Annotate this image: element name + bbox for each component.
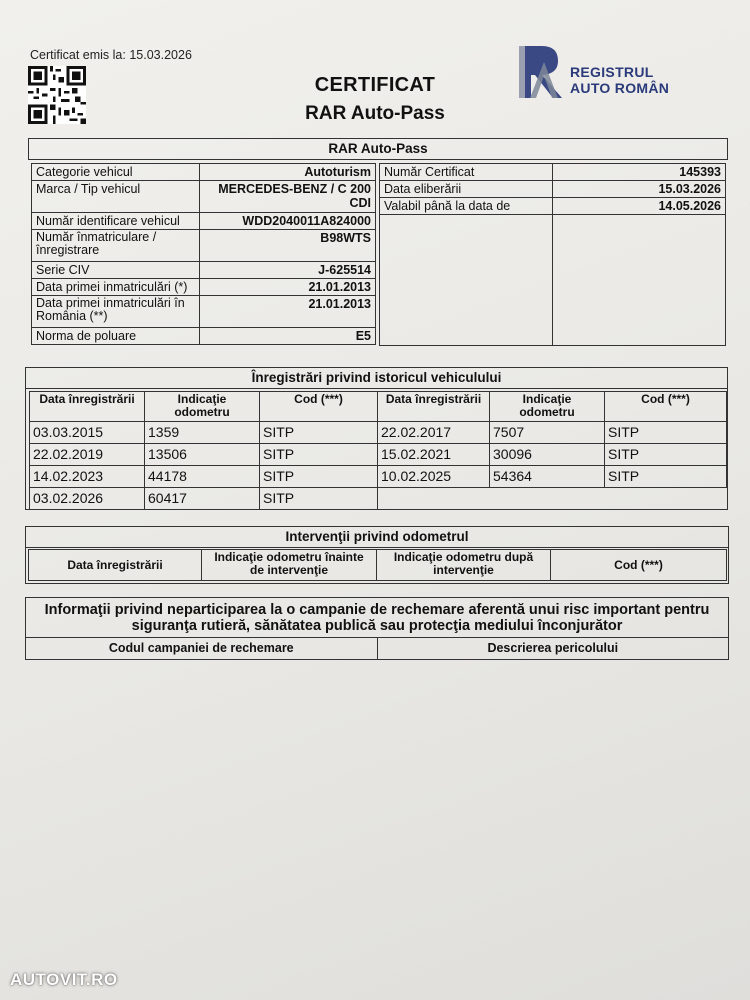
rar-logo-line1: REGISTRUL: [570, 64, 654, 80]
interventions-header: Indicaţie odometru înainte de intervenţie: [202, 550, 377, 581]
certificate-label: Valabil până la data de: [380, 198, 553, 215]
history-row: [30, 422, 727, 444]
history-header: Data înregistrării: [30, 392, 145, 422]
certificate-row: [380, 198, 726, 215]
history-cell: 03.03.2015: [30, 422, 145, 444]
history-cell: 54364: [490, 466, 605, 488]
document-title: CERTIFICAT: [314, 74, 436, 96]
rar-autopass-section-bar: RAR Auto-Pass: [28, 138, 728, 160]
vehicle-details-table: [31, 163, 376, 345]
history-cell: 15.02.2021: [378, 444, 490, 466]
history-cell-empty: [605, 488, 727, 510]
history-cell: 44178: [145, 466, 260, 488]
recall-header-row: [26, 637, 728, 660]
history-cell: 22.02.2019: [30, 444, 145, 466]
history-header: Indicaţie odometru: [145, 392, 260, 422]
rar-logo-line2: AUTO ROMÂN: [570, 80, 670, 96]
history-cell: 03.02.2026: [30, 488, 145, 510]
certificate-value: 14.05.2026: [553, 198, 726, 215]
vehicle-row: [32, 181, 376, 213]
vehicle-row: [32, 328, 376, 345]
vehicle-value: MERCEDES-BENZ / C 200 CDI: [200, 181, 376, 213]
rar-logo-text: [570, 64, 669, 96]
history-cell-empty: [490, 488, 605, 510]
vehicle-value: J-625514: [200, 262, 376, 279]
interventions-title: Intervenţii privind odometrul: [25, 526, 729, 548]
recall-campaign-code-header: Codul campaniei de rechemare: [26, 638, 378, 660]
certificate-empty-cell: [380, 215, 553, 346]
vehicle-label: Categorie vehicul: [32, 164, 200, 181]
vehicle-label: Număr înmatriculare / înregistrare: [32, 230, 200, 262]
interventions-header: Data înregistrării: [29, 550, 202, 581]
vehicle-row: [32, 262, 376, 279]
history-cell: SITP: [605, 422, 727, 444]
rar-logo-icon: [518, 44, 568, 100]
vehicle-label: Număr identificare vehicul: [32, 213, 200, 230]
history-cell: SITP: [260, 488, 378, 510]
history-cell: 60417: [145, 488, 260, 510]
certificate-empty-row: [380, 215, 726, 346]
interventions-header: Cod (***): [551, 550, 727, 581]
vehicle-value: Autoturism: [200, 164, 376, 181]
history-cell: 1359: [145, 422, 260, 444]
history-cell: 7507: [490, 422, 605, 444]
interventions-header: Indicaţie odometru după intervenţie: [377, 550, 551, 581]
autovit-watermark: AUTOVIT.RO: [10, 970, 118, 989]
vehicle-value: 21.01.2013: [200, 279, 376, 296]
history-cell: 14.02.2023: [30, 466, 145, 488]
certificate-label: Număr Certificat: [380, 164, 553, 181]
vehicle-value: B98WTS: [200, 230, 376, 262]
certificate-empty-cell: [553, 215, 726, 346]
recall-title: Informaţii privind neparticiparea la o campanie de rechemare aferentă unui risc important pentru siguranţa rutieră, sănătatea publică sau protecţia mediului înconjurător: [44, 602, 710, 634]
history-cell: SITP: [605, 444, 727, 466]
recall-section: [25, 597, 729, 660]
history-header: Indicaţie odometru: [490, 392, 605, 422]
document-titles: [220, 74, 530, 125]
interventions-header-row: [29, 550, 727, 581]
certificate-row: [380, 164, 726, 181]
interventions-table: [28, 549, 727, 581]
history-header: Cod (***): [605, 392, 727, 422]
history-cell: 30096: [490, 444, 605, 466]
history-cell-empty: [378, 488, 490, 510]
vehicle-row: [32, 296, 376, 328]
vehicle-row: [32, 279, 376, 296]
vehicle-value: E5: [200, 328, 376, 345]
certificate-value: 15.03.2026: [553, 181, 726, 198]
vehicle-row: [32, 164, 376, 181]
certificate-value: 145393: [553, 164, 726, 181]
history-cell: SITP: [605, 466, 727, 488]
history-row: [30, 466, 727, 488]
rar-logo: [518, 44, 698, 102]
qr-code: [28, 66, 86, 124]
vehicle-label: Data primei inmatriculări în România (**): [32, 296, 200, 328]
history-table: [29, 391, 727, 510]
history-cell: 10.02.2025: [378, 466, 490, 488]
history-cell: SITP: [260, 466, 378, 488]
vehicle-label: Data primei inmatriculări (*): [32, 279, 200, 296]
issued-date: Certificat emis la: 15.03.2026: [30, 48, 192, 62]
history-row: [30, 488, 727, 510]
vehicle-label: Norma de poluare: [32, 328, 200, 345]
history-title: Înregistrări privind istoricul vehiculului: [25, 367, 728, 389]
history-header: Cod (***): [260, 392, 378, 422]
history-cell: 13506: [145, 444, 260, 466]
history-cell: SITP: [260, 422, 378, 444]
vehicle-label: Marca / Tip vehicul: [32, 181, 200, 213]
history-cell: SITP: [260, 444, 378, 466]
document-subtitle: RAR Auto-Pass: [305, 103, 445, 124]
history-cell: 22.02.2017: [378, 422, 490, 444]
vehicle-value: WDD2040011A824000: [200, 213, 376, 230]
history-header-row: [30, 392, 727, 422]
certificate-label: Data eliberării: [380, 181, 553, 198]
history-row: [30, 444, 727, 466]
history-header: Data înregistrării: [378, 392, 490, 422]
vehicle-row: [32, 230, 376, 262]
vehicle-value: 21.01.2013: [200, 296, 376, 328]
certificate-details-table: [379, 163, 726, 346]
certificate-row: [380, 181, 726, 198]
vehicle-row: [32, 213, 376, 230]
recall-hazard-description-header: Descrierea pericolului: [487, 641, 619, 655]
vehicle-label: Serie CIV: [32, 262, 200, 279]
